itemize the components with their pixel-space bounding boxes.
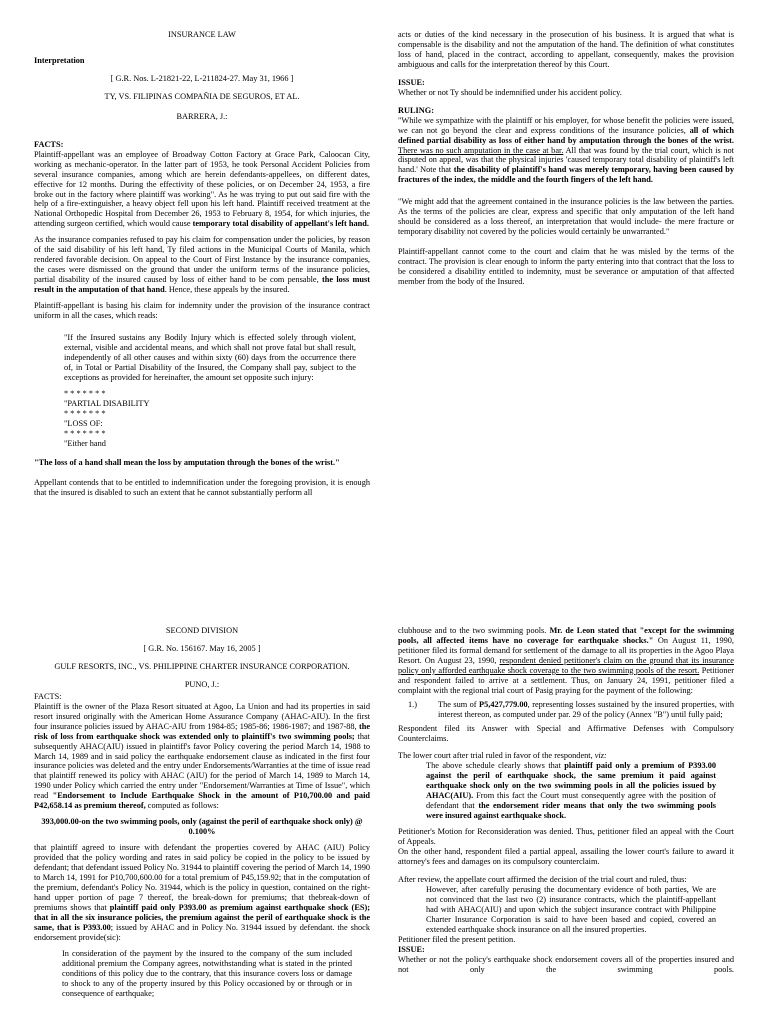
appellant-contention: Appellant contends that to be entitled to indemnification under the foregoing provision, it is enough that the insured is disabled to such an extent that he cannot substantially perform all [34,478,370,498]
lower-court-quote: The above schedule clearly shows that plaintiff paid only a premium of P393.00 against the peril of earthquake shock, the same premium it paid against earthquake shock only on the two swimming pools in all the policies issued by AHAC(AIU). From this fact the Court must consequently agree with the position of defendant that the endorsement rider means that only the two swimming pools were insured against earthquake shock. [426,761,716,821]
policy-quote: "If the Insured sustains any Bodily Injury which is effected solely through violent, external, visible and accidental means, and which shall not prove fatal but shall result, independently of all other causes and within sixty (60) days from the occurrence there of, in Total or Partial Disability of the Insured, the Company shall pay, subject to the exceptions as provided for hereinafter, the amount set opposite such injury: [64,332,356,382]
ruling-heading: RULING: [398,105,434,115]
stars-1: * * * * * * * [64,388,106,398]
facts-paragraph-1: Plaintiff-appellant was an employee of Broadway Cotton Factory at Grace Park, Caloocan City, working as mechanic-operator. In the latter part of 1953, he took Personal Accident Policies from several insurance companies, among which are herein defendants-appellees, on different dates, effective for 12 months. During the effectivity of these policies, or on December 24, 1953, a fire broke out in the factory where plaintiff was working". As he was trying to put out said fire with the help of a fire-extinguisher, a heavy object fell upon his left hand. Plaintiff received treatment at the National Orthopedic Hospital from December 26, 1953 to February 8, 1954, for which injuries, the attending surgeon certified, which would cause temporary total disability of appellant's left hand. [34,149,370,229]
left-column-ty [34,0,370,512]
partial-disability-label: "PARTIAL DISABILITY [64,398,150,408]
ponente: BARRERA, J.: [176,111,228,121]
right-column-ty [398,0,734,512]
hand-definition: "The loss of a hand shall mean the loss by amputation through the bones of the wrist." [34,458,340,468]
page-gulf-case [0,512,768,1024]
ruling-paragraph-2: "We might add that the agreement contained in the insurance policies is the law between the parties. As the terms of the policies are clear, express and specific that only amputation of the left hand should be considered as a loss thereof, an interpretation that would include- the mere fracture or temporary disability not covered by the policies would certainly be unwarranted." [398,197,734,237]
issue-heading-2: ISSUE: [398,944,425,954]
issue-text-2: Whether or not the policy's earthquake shock endorsement covers all of the properties insured and not only the swimming pools. [398,954,734,974]
facts-heading-2: FACTS: [34,691,62,701]
ponente-2: PUNO, J.: [184,679,220,689]
present-petition: Petitioner filed the present petition. [398,934,516,944]
loss-of-label: "LOSS OF: [64,418,103,428]
motion-reconsideration: Petitioner's Motion for Reconsideration was denied. Thus, petitioner filed an appeal with the Court of Appeals. [398,827,734,847]
facts-paragraph-3: Plaintiff-appellant is basing his claim for indemnity under the provision of the insurance contract uniform in all the cases, which reads: [34,301,370,321]
facts-heading: FACTS: [34,139,64,149]
appellate-quote: However, after carefully perusing the documentary evidence of both parties, We are not convinced that the last two (2) insurance contracts, which the plaintiff-appellant had with AHAC(AIU) and upon which the subject insurance contract with Philippine Charter Insurance Corporation is said to have been based and copied, covered an extended earthquake shock insurance on all the insured properties. [426,884,716,934]
stars-3: * * * * * * * [64,428,106,438]
computed-premium-line: 393,000.00-on the two swimming pools, only (against the peril of earthquake shock only) @ 0.100% [41,817,363,837]
gulf-right-paragraph-1: clubhouse and to the two swimming pools. Mr. de Leon stated that "except for the swimming pools, all affected items have no coverage for earthquake shocks." On August 11, 1990, petitioner filed its formal demand for settlement of the damage to all its properties in the Agoo Playa Resort. On August 23, 1990, respondent denied petitioner's claim on the ground that its insurance policy only afforded earthquake shock coverage to the two swimming pools of the resort. Petitioner and respondent failed to arrive at a settlement. Thus, on January 24, 1991, petitioner filed a complaint with the regional trial court of Pasig praying for the payment of the following: [398,626,734,695]
respondent-answer: Respondent filed its Answer with Special and Affirmative Defenses with Compulsory Counterclaims. [398,723,734,743]
facts-paragraph-2: As the insurance companies refused to pay his claim for compensation under the policies, by reason of the said disability of his left hand, Ty filed actions in the Municipal Courts of Manila, which rendered favorable decision. On appeal to the Court of First Instance by the insurance companies, the cases were dismissed on the ground that under the uniform terms of the insurance policies, partial disability of the insured caused by loss of either hand to be com pensable, the loss must result in the amputation of that hand. Hence, these appeals by the insured. [34,235,370,295]
partial-appeal: On the other hand, respondent filed a partial appeal, assailing the lower court's failure to award it attorney's fees and damages on its compulsory counterclaim. [398,847,734,867]
stars-2: * * * * * * * [64,408,106,418]
right-column-gulf [398,512,734,1024]
section-heading: Interpretation [34,55,85,65]
ruling-paragraph-1: "While we sympathize with the plaintiff or his employer, for whose benefit the policies were issued, we can not go beyond the clear and express conditions of the insurance policies, all of which defined partial disability as loss of either hand by amputation through the bones of the wrist. There was no such amputation in the case at bar. All that was found by the trial court, which is not disputed on appeal, was that the physical injuries 'caused temporary total disability of plaintiff's left hand.' Note that the disability of plaintiff's hand was merely temporary, having been caused by fractures of the index, the middle and the fourth fingers of the left hand. [398,115,734,185]
ruling-paragraph-3: Plaintiff-appellant cannot come to the court and claim that he was misled by the terms of the contract. The provision is clear enough to inform the party entering into that contract that the loss to be considered a disability entitled to indemnity, must be severance or amputation of that affected member from the body of the Insured. [398,247,734,287]
issue-text: Whether or not Ty should be indemnified under his accident policy. [398,87,622,97]
prayer-list-item: 1.) The sum of P5,427,779.00, representing losses sustained by the insured properties, with interest thereon, as computed under par. 29 of the policy (Annex "B") until fully paid; [408,699,734,719]
lower-court-ruling: The lower court after trial ruled in favor of the respondent, viz: [398,751,607,761]
case-parties: TY, VS. FILIPINAS COMPAÑIA DE SEGUROS, ET AL. [104,91,300,101]
gulf-facts-paragraph-1: Plaintiff is the owner of the Plaza Resort situated at Agoo, La Union and had its properties in said resort insured originally with the American Home Assurance Company (AHAC-AIU). In the first four insurance policies issued by AHAC-AIU from 1984-85; 1985-86; 1986-1987; and 1987-88, the risk of loss from earthquake shock was extended only to plaintiff's two swimming pools; that subsequently AHAC(AIU) issued in plaintiff's favor Policy covering the period March 14, 1988 to March 14, 1989 and in said policy the earthquake endorsement clause as indicated in the first four insurance policies was deleted and the entry under Endorsements/Warranties at the time of issue read that plaintiff renewed its policy with AHAC (AIU) for the period of March 14, 1989 to March 14, 1990 under Policy which carried the entry under "Endorsement/Warranties at Time of Issue", which read "Endorsement to Include Earthquake Shock in the amount of P10,700.00 and paid P42,658.14 as premium thereof, computed as follows: [34,701,370,811]
gulf-facts-paragraph-2: that plaintiff agreed to insure with defendant the properties covered by AHAC (AIU) Policy provided that the policy wording and rates in said policy be copied in the policy to be issued by defendant; that defendant issued Policy No. 31944 to plaintiff covering the period of March 14, 1990 to March 14, 1991 for P10,700,600.00 for a total premium of P45,159.92; that in the computation of the premium, defendant's Policy No. 31944, which is the policy in question, contained on the right-hand upper portion of page 7 thereof, the break-down for premiums; that thebreak-down of premiums shows that plaintiff paid only P393.00 as premium against earthquake shock (ES); that in all the six insurance policies, the premium against the peril of earthquake shock is the same, that is P393.00; issued by AHAC and in Policy No. 31944 issued by defendant. the shock endorsement provide(sic): [34,843,370,942]
either-hand-label: "Either hand [64,438,106,448]
issue-heading: ISSUE: [398,77,425,87]
appellate-review: After review, the appellate court affirmed the decision of the trial court and ruled, thus: [398,874,687,884]
doc-title: INSURANCE LAW [168,30,236,39]
contention-continued: acts or duties of the kind necessary in the prosecution of his business. It is argued that what is compensable is the disability and not the amputation of the hand. The definition of what constitutes loss of hand, placed in the contract, according to appellant, consequently, makes the provision ambiguous and calls for the interpretation thereof by this Court. [398,30,734,69]
division-heading: SECOND DIVISION [165,626,239,635]
endorsement-quote: In consideration of the payment by the insured to the company of the sum included additional premium the Company agrees, notwithstanding what is stated in the printed conditions of this policy due to the contrary, that this insurance covers loss or damage to shock to any of the property insured by this Policy occasioned by or through or in consequence of earthquake; [62,948,352,998]
case-gr-number: [ G.R. Nos. L-21821-22, L-211824-27. May 31, 1966 ] [110,73,294,83]
case-parties-2: GULF RESORTS, INC., VS. PHILIPPINE CHARTER INSURANCE CORPORATION. [54,661,350,671]
left-column-gulf [34,512,370,1024]
case-gr-number-2: [ G.R. No. 156167. May 16, 2005 ] [143,643,261,653]
